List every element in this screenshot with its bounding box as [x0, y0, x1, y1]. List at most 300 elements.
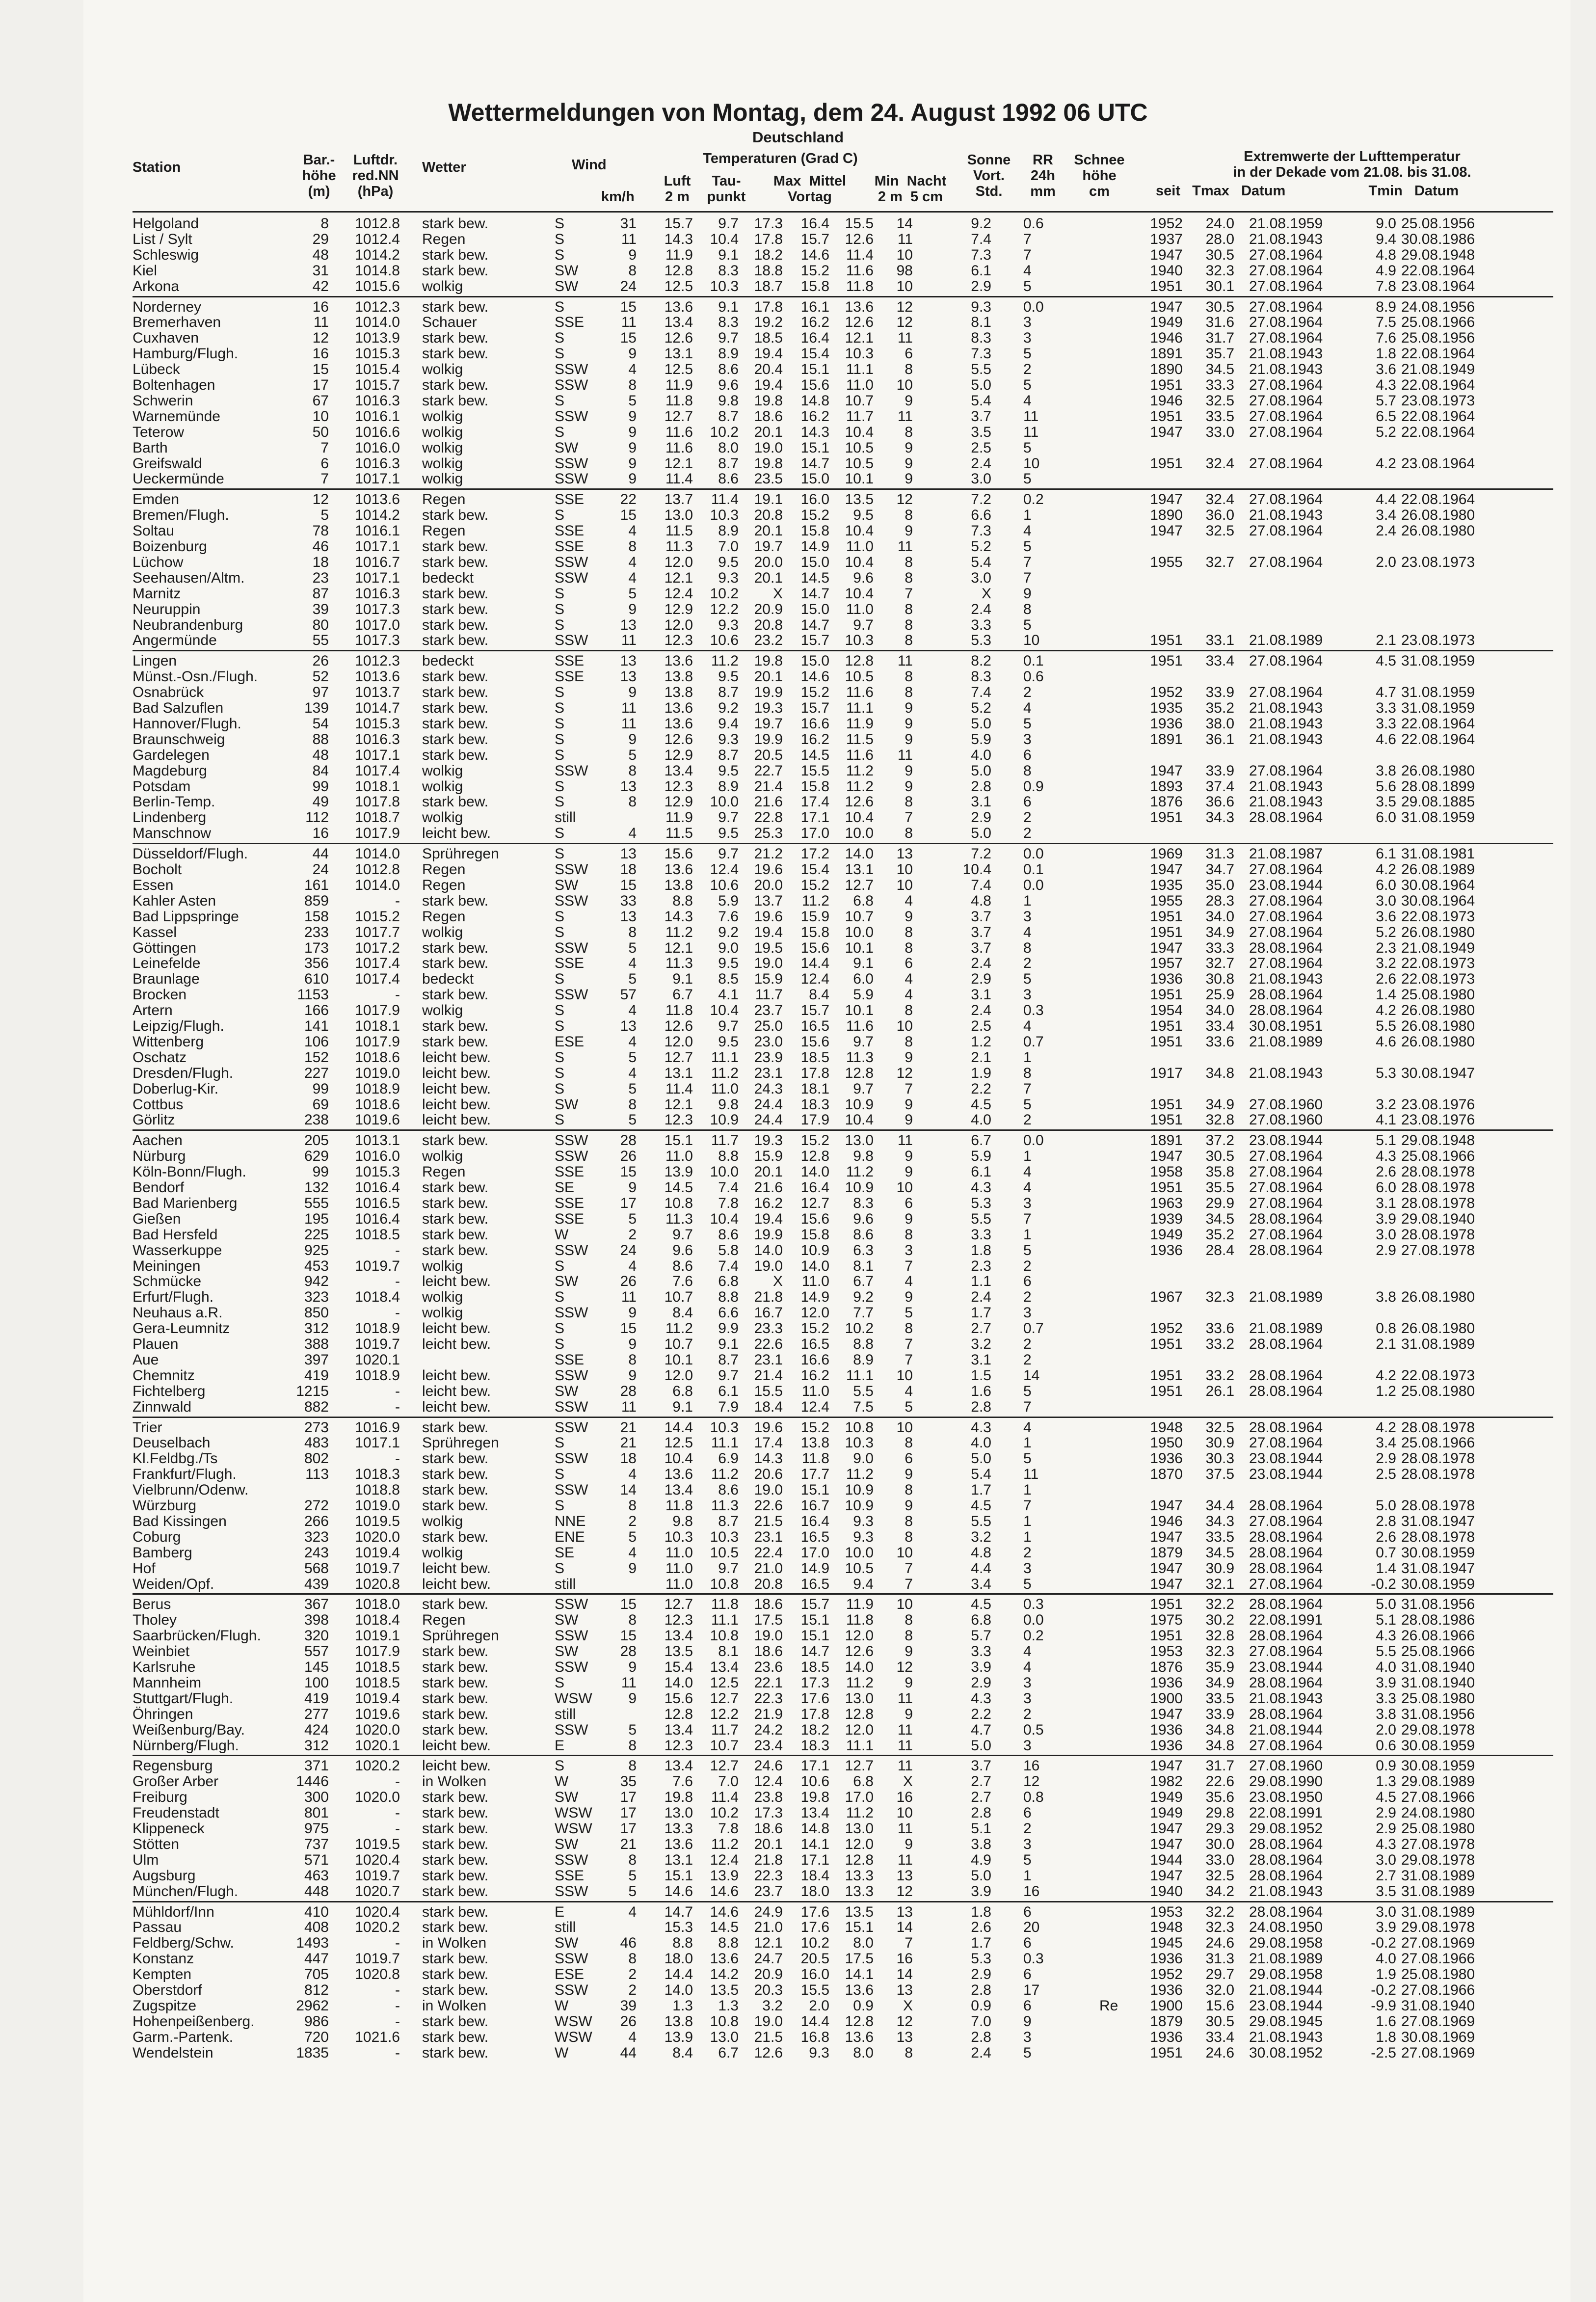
cell-max: 20.1 — [754, 424, 783, 440]
cell-seit: 1951 — [1150, 1179, 1183, 1196]
cell-tmax: 34.2 — [1205, 1883, 1234, 1900]
cell-seit: 1949 — [1150, 314, 1183, 331]
header-precipitation: RR 24h mm — [1030, 152, 1056, 199]
cell-wetter: leicht bew. — [422, 1737, 491, 1754]
cell-bar: 801 — [304, 1805, 329, 1821]
cell-max: 19.1 — [754, 491, 783, 508]
cell-nacht: 9 — [904, 1289, 913, 1306]
cell-bar: 986 — [304, 2013, 329, 2030]
cell-tau: 7.4 — [718, 1179, 739, 1196]
cell-tau: 8.6 — [718, 471, 739, 487]
cell-wetter: Regen — [422, 523, 466, 539]
cell-tmin: 6.0 — [1376, 877, 1396, 893]
cell-tmin: 8.9 — [1376, 298, 1396, 315]
cell-luft: 13.7 — [664, 491, 693, 508]
cell-wind-dir: SSW — [555, 1132, 588, 1149]
cell-bar: 16 — [312, 298, 329, 315]
cell-sonne: 2.9 — [971, 278, 991, 294]
cell-bar: 145 — [304, 1659, 329, 1675]
cell-wetter: stark bew. — [422, 1482, 489, 1499]
cell-seit: 1947 — [1150, 1836, 1183, 1852]
cell-tau: 11.1 — [711, 1049, 739, 1066]
header-bar-height: Bar.- höhe (m) — [302, 152, 336, 199]
cell-mittel: 15.4 — [800, 861, 829, 878]
cell-sonne: 4.3 — [971, 1690, 991, 1707]
cell-wind-spd: 11 — [621, 715, 637, 732]
cell-rr: 0.7 — [1023, 1033, 1044, 1050]
cell-tmax: 35.7 — [1205, 346, 1234, 362]
cell-nacht: 8 — [904, 684, 913, 701]
cell-max: 19.0 — [754, 439, 783, 456]
cell-max: 19.4 — [754, 346, 783, 362]
header-temperature-group: Temperaturen (Grad C) — [703, 151, 858, 166]
cell-min: 11.6 — [846, 684, 874, 701]
table-row — [0, 1920, 1596, 1935]
cell-rr: 11 — [1023, 408, 1039, 425]
cell-bar: 942 — [304, 1273, 329, 1290]
cell-wetter: in Wolken — [422, 1935, 487, 1952]
cell-tmax-date: 28.08.1964 — [1249, 939, 1323, 956]
cell-wetter: stark bew. — [422, 1018, 489, 1034]
cell-nacht: 16 — [896, 1951, 913, 1967]
cell-wetter: stark bew. — [422, 1195, 489, 1211]
cell-sonne: 7.4 — [971, 684, 991, 701]
cell-wetter: stark bew. — [422, 392, 489, 409]
cell-tmin: 3.9 — [1376, 1919, 1396, 1936]
cell-station: Bocholt — [133, 861, 182, 878]
cell-bar: 52 — [312, 669, 329, 685]
cell-tmax-date: 28.08.1964 — [1249, 1210, 1323, 1227]
cell-tau: 11.2 — [711, 653, 739, 669]
cell-luft: 14.3 — [664, 908, 693, 925]
cell-nacht: 7 — [904, 1351, 913, 1368]
cell-wetter: stark bew. — [422, 632, 489, 649]
cell-rr: 10 — [1023, 632, 1040, 649]
cell-tau: 6.6 — [718, 1305, 739, 1321]
cell-wind-dir: SW — [555, 1612, 579, 1629]
cell-max: 23.5 — [754, 471, 783, 487]
cell-nacht: 7 — [904, 1258, 913, 1274]
cell-tmin-date: 29.08.1948 — [1401, 246, 1475, 263]
cell-min: 13.3 — [845, 1883, 874, 1900]
cell-wind-spd: 4 — [628, 955, 637, 972]
cell-tmin-date: 22.08.1964 — [1401, 346, 1475, 362]
cell-nacht: 8 — [904, 424, 913, 440]
cell-mittel: 15.0 — [800, 653, 829, 669]
cell-station: Fichtelberg — [133, 1383, 206, 1399]
cell-sonne: 2.7 — [971, 1320, 991, 1337]
cell-mittel: 20.5 — [800, 1951, 829, 1967]
cell-sonne: 4.4 — [971, 1560, 991, 1577]
group-divider — [133, 1593, 1553, 1595]
cell-max: 12.1 — [754, 1935, 783, 1952]
cell-luft: 15.3 — [664, 1919, 693, 1936]
cell-station: Berlin-Temp. — [133, 794, 215, 810]
cell-rr: 6 — [1023, 1966, 1032, 1983]
cell-sonne: 5.0 — [971, 1737, 991, 1754]
cell-luftdr: - — [395, 1997, 400, 2014]
cell-station: Barth — [133, 439, 168, 456]
cell-wind-dir: NNE — [555, 1513, 586, 1529]
cell-min: 10.7 — [845, 392, 874, 409]
cell-max: 19.0 — [754, 2013, 783, 2030]
cell-tmin: -0.2 — [1371, 1982, 1396, 1998]
cell-sonne: 5.9 — [971, 1148, 991, 1165]
cell-mittel: 16.4 — [800, 1513, 829, 1529]
cell-luftdr: - — [395, 892, 400, 909]
cell-wind-dir: SSW — [555, 1659, 588, 1675]
cell-max: 14.0 — [754, 1242, 783, 1258]
cell-tau: 8.7 — [718, 684, 739, 701]
cell-luftdr: 1018.9 — [355, 1080, 400, 1097]
cell-mittel: 14.6 — [800, 669, 829, 685]
cell-nacht: 10 — [896, 377, 913, 393]
cell-tmax-date: 27.08.1964 — [1249, 491, 1323, 508]
cell-mittel: 15.2 — [800, 1320, 829, 1337]
cell-sonne: 5.3 — [971, 1951, 991, 1967]
table-row — [0, 279, 1596, 294]
cell-sonne: 5.5 — [971, 1513, 991, 1529]
cell-tmin: 1.4 — [1376, 1560, 1396, 1577]
cell-luft: 6.7 — [672, 987, 693, 1003]
cell-rr: 3 — [1023, 1560, 1032, 1577]
cell-sonne: 2.8 — [971, 1982, 991, 1998]
header-max-mean: Max Mittel Vortag — [773, 173, 847, 205]
cell-wind-dir: S — [555, 1258, 565, 1274]
cell-wind-dir: SSE — [555, 1210, 585, 1227]
cell-wetter: wolkig — [422, 1002, 463, 1019]
cell-tmax-date: 28.08.1964 — [1249, 1242, 1323, 1258]
cell-wind-spd: 8 — [628, 1498, 637, 1514]
cell-tmax: 32.0 — [1205, 1982, 1234, 1998]
cell-tmin: 3.5 — [1376, 794, 1396, 810]
cell-max: 20.9 — [754, 601, 783, 617]
cell-min: 9.1 — [853, 955, 874, 972]
cell-min: 10.0 — [845, 1544, 874, 1561]
cell-luft: 12.0 — [664, 1367, 693, 1384]
cell-tmax-date: 27.08.1964 — [1249, 762, 1323, 779]
cell-rr: 3 — [1023, 314, 1032, 331]
cell-max: 15.9 — [754, 1148, 783, 1165]
cell-tmin-date: 25.08.1966 — [1401, 314, 1475, 331]
cell-wetter: stark bew. — [422, 1596, 489, 1613]
cell-nacht: 9 — [904, 1096, 913, 1113]
cell-seit: 1890 — [1150, 507, 1183, 524]
cell-rr: 6 — [1023, 1903, 1032, 1920]
cell-wind-dir: SSE — [555, 669, 585, 685]
cell-seit: 1953 — [1150, 1903, 1183, 1920]
cell-station: München/Flugh. — [133, 1883, 239, 1900]
cell-seit: 1891 — [1150, 1132, 1183, 1149]
cell-tmin: 3.9 — [1376, 1674, 1396, 1691]
cell-luftdr: 1019.6 — [355, 1112, 400, 1128]
cell-tmin: 6.1 — [1376, 846, 1396, 862]
cell-min: 9.8 — [853, 1148, 874, 1165]
cell-tmin-date: 28.08.1978 — [1401, 1179, 1475, 1196]
cell-wetter: stark bew. — [422, 1706, 489, 1722]
cell-seit: 1947 — [1150, 762, 1183, 779]
cell-min: 13.0 — [845, 1690, 874, 1707]
cell-seit: 1879 — [1150, 2013, 1183, 2030]
cell-luftdr: 1019.5 — [355, 1836, 400, 1852]
cell-tmin-date: 23.08.1973 — [1401, 554, 1475, 570]
cell-min: 11.2 — [846, 1164, 874, 1180]
cell-wind-dir: ESE — [555, 1966, 585, 1983]
cell-tmax: 32.3 — [1205, 262, 1234, 279]
cell-rr: 4 — [1023, 924, 1032, 940]
cell-sonne: 2.4 — [971, 601, 991, 617]
cell-rr: 0.3 — [1023, 1951, 1044, 1967]
cell-rr: 0.9 — [1023, 778, 1044, 795]
cell-tau: 10.4 — [710, 231, 739, 247]
cell-nacht: 11 — [897, 1737, 913, 1754]
cell-luftdr: 1017.3 — [355, 601, 400, 617]
cell-tmin: 5.2 — [1376, 924, 1396, 940]
cell-tmax-date: 27.08.1964 — [1249, 653, 1323, 669]
cell-tmax: 35.6 — [1205, 1789, 1234, 1806]
cell-wetter: stark bew. — [422, 939, 489, 956]
table-row — [0, 1384, 1596, 1399]
cell-seit: 1951 — [1150, 1112, 1183, 1128]
cell-min: 14.0 — [845, 846, 874, 862]
cell-mittel: 17.4 — [800, 794, 829, 810]
cell-max: 19.8 — [754, 392, 783, 409]
cell-tmax-date: 28.08.1964 — [1249, 1674, 1323, 1691]
cell-luft: 13.1 — [664, 1065, 693, 1081]
cell-nacht: 9 — [904, 1164, 913, 1180]
cell-sonne: 7.4 — [971, 231, 991, 247]
cell-bar: 2962 — [296, 1997, 329, 2014]
cell-tmax-date: 28.08.1964 — [1249, 1002, 1323, 1019]
cell-wind-spd: 11 — [621, 632, 637, 649]
cell-station: Saarbrücken/Flugh. — [133, 1628, 261, 1644]
cell-luft: 10.4 — [664, 1450, 693, 1467]
cell-max: 23.1 — [754, 1351, 783, 1368]
cell-mittel: 18.2 — [800, 1721, 829, 1738]
cell-luftdr: 1016.3 — [355, 392, 400, 409]
cell-sonne: 9.2 — [971, 215, 991, 232]
table-row — [0, 2045, 1596, 2061]
cell-luft: 13.6 — [664, 861, 693, 878]
cell-mittel: 15.0 — [800, 471, 829, 487]
cell-max: 18.7 — [754, 278, 783, 294]
cell-wind-spd: 13 — [620, 846, 637, 862]
cell-station: Vielbrunn/Odenw. — [133, 1482, 249, 1499]
table-row — [0, 1050, 1596, 1065]
cell-station: Emden — [133, 491, 180, 508]
cell-tmin: 2.9 — [1376, 1450, 1396, 1467]
cell-wind-spd: 4 — [628, 1903, 637, 1920]
cell-tmax-date: 21.08.1989 — [1249, 1033, 1323, 1050]
cell-sonne: 2.9 — [971, 971, 991, 988]
cell-min: 11.5 — [846, 731, 874, 748]
cell-wind-dir: SSE — [555, 491, 585, 508]
cell-rr: 2 — [1023, 1258, 1032, 1274]
table-row — [0, 1868, 1596, 1883]
cell-tmax: 33.9 — [1205, 1706, 1234, 1722]
cell-luftdr: - — [395, 1773, 400, 1790]
cell-wind-dir: S — [555, 778, 565, 795]
cell-wind-dir: WSW — [555, 1820, 592, 1837]
cell-bar: 424 — [304, 1721, 329, 1738]
cell-sonne: 1.7 — [971, 1482, 991, 1499]
cell-tmin: 2.9 — [1376, 1242, 1396, 1258]
cell-station: Lüchow — [133, 554, 184, 570]
cell-station: Oberstdorf — [133, 1982, 202, 1998]
cell-wetter: stark bew. — [422, 987, 489, 1003]
cell-luft: 14.7 — [664, 1903, 693, 1920]
cell-tmax-date: 28.08.1964 — [1249, 1367, 1323, 1384]
cell-luftdr: 1019.7 — [355, 1951, 400, 1967]
cell-luftdr: 1019.4 — [355, 1544, 400, 1561]
cell-tau: 13.4 — [710, 1659, 739, 1675]
cell-station: Stuttgart/Flugh. — [133, 1690, 234, 1707]
cell-tau: 10.6 — [710, 632, 739, 649]
cell-wind-spd: 11 — [621, 1398, 637, 1415]
table-row — [0, 1644, 1596, 1659]
cell-wind-spd: 15 — [620, 298, 637, 315]
cell-mittel: 15.9 — [800, 908, 829, 925]
cell-tmin: 4.3 — [1376, 1836, 1396, 1852]
cell-luftdr: 1018.0 — [355, 1596, 400, 1613]
cell-tmax: 34.9 — [1205, 924, 1234, 940]
cell-tau: 11.4 — [711, 1789, 739, 1806]
cell-rr: 7 — [1023, 1210, 1032, 1227]
cell-seit: 1951 — [1150, 377, 1183, 393]
cell-mittel: 15.8 — [800, 778, 829, 795]
cell-seit: 1879 — [1150, 1544, 1183, 1561]
cell-tmax: 31.3 — [1205, 1951, 1234, 1967]
cell-wetter: stark bew. — [422, 2044, 489, 2061]
cell-tmax-date: 21.08.1943 — [1249, 715, 1323, 732]
cell-max: 18.6 — [754, 1596, 783, 1613]
cell-seit: 1949 — [1150, 1789, 1183, 1806]
cell-wetter: stark bew. — [422, 1419, 489, 1436]
header-wind: Wind — [572, 157, 607, 173]
cell-min: 11.2 — [846, 1805, 874, 1821]
cell-mittel: 15.7 — [800, 1002, 829, 1019]
cell-luft: 11.9 — [665, 246, 693, 263]
cell-luft: 11.9 — [665, 377, 693, 393]
cell-nacht: 10 — [896, 278, 913, 294]
cell-sonne: 5.5 — [971, 1210, 991, 1227]
cell-bar: 1835 — [296, 2044, 329, 2061]
cell-wind-spd: 11 — [621, 1289, 637, 1306]
cell-tmin-date: 23.08.1973 — [1401, 392, 1475, 409]
cell-wind-dir: WSW — [555, 2029, 592, 2045]
cell-mittel: 16.5 — [800, 1336, 829, 1352]
cell-nacht: 3 — [904, 1242, 913, 1258]
cell-tau: 8.7 — [718, 408, 739, 425]
cell-bar: 419 — [304, 1690, 329, 1707]
cell-max: 19.0 — [754, 1258, 783, 1274]
cell-tmax: 32.2 — [1205, 1596, 1234, 1613]
cell-wind-spd: 15 — [620, 1164, 637, 1180]
header-dewpoint: Tau- punkt — [707, 173, 746, 205]
table-row — [0, 1243, 1596, 1258]
cell-nacht: 9 — [904, 700, 913, 716]
cell-tmin: 6.5 — [1376, 408, 1396, 425]
cell-tmax: 28.4 — [1205, 1242, 1234, 1258]
cell-wetter: leicht bew. — [422, 1049, 491, 1066]
cell-tmin: 3.9 — [1376, 1210, 1396, 1227]
cell-wind-spd: 8 — [628, 1096, 637, 1113]
cell-tmax-date: 21.08.1989 — [1249, 1289, 1323, 1306]
cell-wind-spd: 11 — [621, 231, 637, 247]
cell-wind-dir: SSW — [555, 892, 588, 909]
cell-rr: 3 — [1023, 908, 1032, 925]
cell-bar: 100 — [304, 1674, 329, 1691]
cell-tmax-date: 29.08.1945 — [1249, 2013, 1323, 2030]
cell-luftdr: 1017.1 — [355, 569, 400, 586]
cell-wind-spd: 5 — [628, 585, 637, 602]
cell-rr: 0.8 — [1023, 1789, 1044, 1806]
cell-rr: 6 — [1023, 1997, 1032, 2014]
cell-max: 15.5 — [754, 1383, 783, 1399]
cell-wind-spd: 28 — [620, 1132, 637, 1149]
cell-nacht: 9 — [904, 1836, 913, 1852]
cell-rr: 16 — [1023, 1883, 1040, 1900]
cell-tmin: 2.8 — [1376, 1513, 1396, 1529]
cell-seit: 1947 — [1150, 491, 1183, 508]
cell-luft: 19.8 — [664, 1789, 693, 1806]
cell-wetter: stark bew. — [422, 538, 489, 555]
cell-mittel: 16.7 — [800, 1498, 829, 1514]
cell-rr: 5 — [1023, 1450, 1032, 1467]
group-divider — [133, 1755, 1553, 1756]
cell-tmax: 33.1 — [1205, 632, 1234, 649]
cell-tmax: 32.4 — [1205, 455, 1234, 472]
cell-tmax: 34.3 — [1205, 1513, 1234, 1529]
cell-min: 0.9 — [853, 1997, 874, 2014]
cell-luft: 7.6 — [672, 1273, 693, 1290]
cell-min: 11.1 — [846, 361, 874, 378]
cell-nacht: 6 — [904, 1195, 913, 1211]
cell-tmax-date: 27.08.1964 — [1249, 1148, 1323, 1165]
cell-station: Arkona — [133, 278, 180, 294]
cell-rr: 6 — [1023, 1273, 1032, 1290]
cell-wind-spd: 9 — [628, 1367, 637, 1384]
cell-luft: 6.8 — [672, 1383, 693, 1399]
cell-luft: 1.3 — [672, 1997, 693, 2014]
cell-tau: 12.4 — [710, 1851, 739, 1868]
cell-tmin-date: 22.08.1973 — [1401, 908, 1475, 925]
table-row — [0, 669, 1596, 684]
cell-sonne: 2.4 — [971, 2044, 991, 2061]
cell-luftdr: 1016.5 — [355, 1195, 400, 1211]
cell-tau: 10.2 — [710, 1805, 739, 1821]
cell-luftdr: 1017.9 — [355, 1033, 400, 1050]
cell-tmin-date: 29.08.1885 — [1401, 794, 1475, 810]
table-row — [0, 925, 1596, 940]
cell-tmin-date: 26.08.1980 — [1401, 523, 1475, 539]
cell-wind-spd: 26 — [620, 1273, 637, 1290]
cell-min: 11.0 — [846, 601, 874, 617]
cell-station: Dresden/Flugh. — [133, 1065, 234, 1081]
cell-max: 19.9 — [754, 684, 783, 701]
cell-wind-spd: 24 — [620, 1242, 637, 1258]
cell-wind-dir: S — [555, 731, 565, 748]
cell-station: Stötten — [133, 1836, 180, 1852]
cell-tau: 9.7 — [718, 846, 739, 862]
cell-tmin-date: 31.08.1959 — [1401, 684, 1475, 701]
cell-luftdr: 1017.2 — [355, 939, 400, 956]
cell-wind-spd: 8 — [628, 1951, 637, 1967]
table-row — [0, 1289, 1596, 1305]
cell-tmax-date: 28.08.1964 — [1249, 1383, 1323, 1399]
cell-tmin-date: 28.08.1978 — [1401, 1226, 1475, 1243]
cell-mittel: 9.3 — [809, 2044, 829, 2061]
